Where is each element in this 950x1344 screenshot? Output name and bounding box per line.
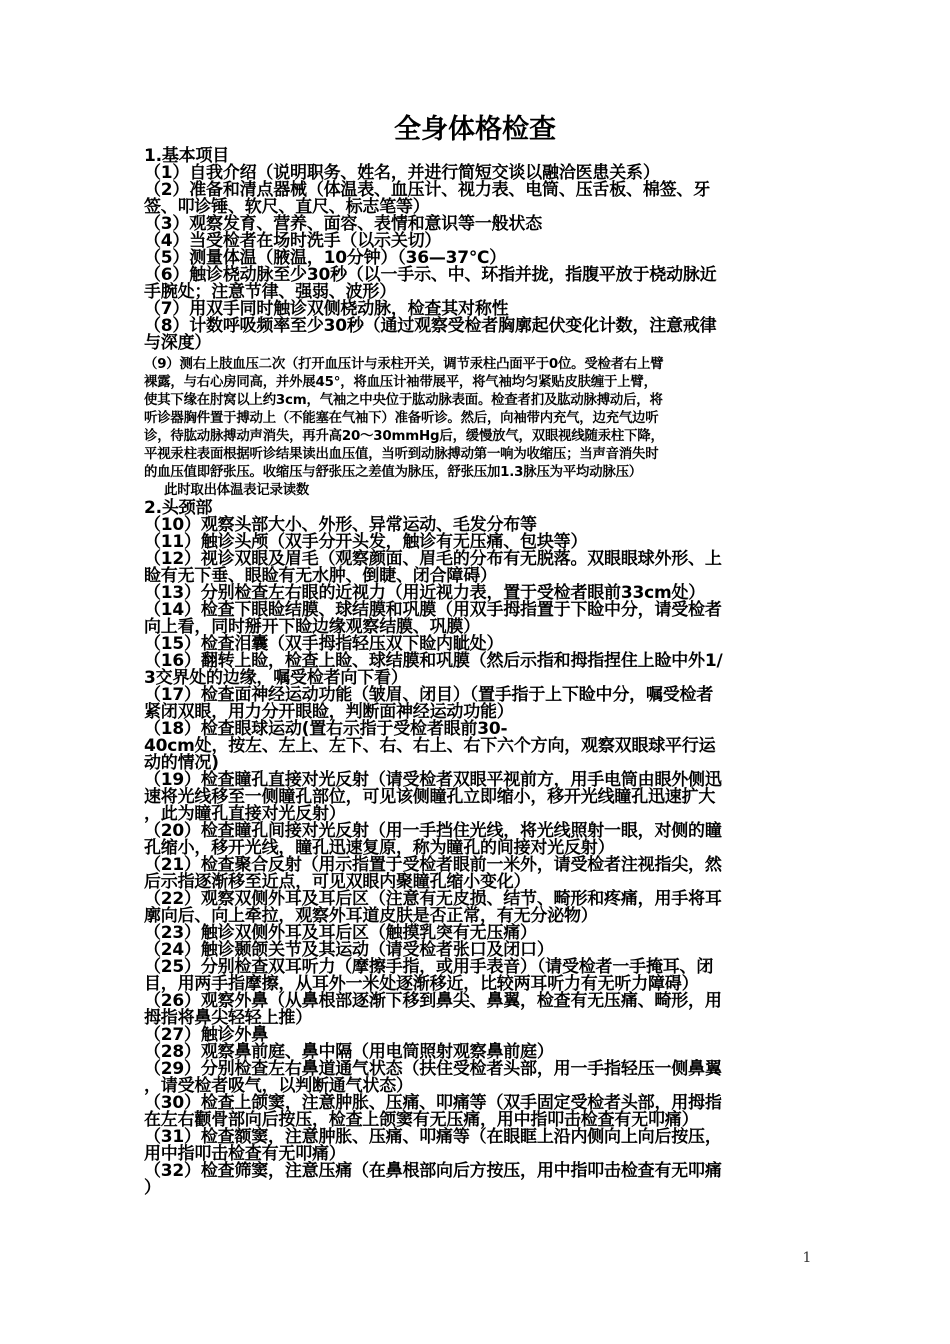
- list-item: （29）分别检查左右鼻道通气状态（扶住受检者头部，用一手指轻压一侧鼻翼 ，请受检者吸气，以判断通气状态）: [144, 1059, 722, 1096]
- list-item: （10）观察头部大小、外形、异常运动、毛发分布等: [144, 515, 537, 535]
- list-item: （15）检查泪囊（双手拇指轻压双下睑内眦处）: [144, 634, 504, 654]
- section-heading-head-neck: 2.头颈部: [144, 498, 213, 518]
- list-item: （27）触诊外鼻: [144, 1025, 269, 1045]
- list-item: （17）检查面神经运动功能（皱眉、闭目）（置手指于上下睑中分，嘱受检者 紧闭双眼，用力分开眼睑，判断面神经运动功能）: [144, 685, 714, 722]
- list-item: （5）测量体温（腋温，10分钟）（36—37℃）: [144, 248, 507, 268]
- list-item: （24）触诊颞颌关节及其运动（请受检者张口及闭口）: [144, 940, 554, 960]
- section-heading-basic: 1.基本项目: [144, 146, 230, 166]
- list-item: （2）准备和清点器械（体温表、血压计、视力表、电筒、压舌板、棉签、牙 签、叩诊锤、软尺、直尺、标志笔等）: [144, 180, 711, 217]
- section-head-neck-items: [144, 517, 808, 1197]
- list-item: （13）分别检查左右眼的近视力（用近视力表，置于受检者眼前33cm处）: [144, 583, 706, 603]
- list-item: （1）自我介绍（说明职务、姓名，并进行简短交谈以融洽医患关系）: [144, 163, 660, 183]
- list-item: （11）触诊头颅（双手分开头发，触诊有无压痛、包块等）: [144, 532, 588, 552]
- list-item: （30）检查上颌窦，注意肿胀、压痛、叩痛等（双手固定受检者头部，用拇指 在左右颧骨部向后按压，检查上颌窦有无压痛，用中指叩击检查有无叩痛）: [144, 1093, 722, 1130]
- page-number: 1: [802, 1250, 812, 1266]
- list-item: （18）检查眼球运动(置右示指于受检者眼前30- 40cm处，按左、左上、左下、右、右上、右下六个方向，观察双眼球平行运 动的情况): [144, 719, 716, 773]
- list-item: （22）观察双侧外耳及耳后区（注意有无皮损、结节、畸形和疼痛，用手将耳 廓向后、向上牵拉，观察外耳道皮肤是否正常，有无分泌物）: [144, 889, 722, 926]
- document-title: 全身体格检查: [394, 114, 556, 145]
- list-item: （28）观察鼻前庭、鼻中隔（用电筒照射观察鼻前庭）: [144, 1042, 554, 1062]
- list-item: （31）检查额窦，注意肿胀、压痛、叩痛等（在眼眶上沿内侧向上向后按压， 用中指叩击检查有无叩痛）: [144, 1127, 722, 1164]
- list-item: （16）翻转上睑，检查上睑、球结膜和巩膜（然后示指和拇指捏住上睑中外1/ 3交界处的边缘，嘱受检者向下看）: [144, 651, 723, 688]
- list-item: （6）触诊桡动脉至少30秒（以一手示、中、环指并拢，指腹平放于桡动脉近 手腕处；注意节律、强弱、波形）: [144, 265, 717, 302]
- list-item: （8）计数呼吸频率至少30秒（通过观察受检者胸廓起伏变化计数，注意戒律 与深度）: [144, 316, 717, 353]
- list-item: （21）检查聚合反射（用示指置于受检者眼前一米外，请受检者注视指尖，然 后示指逐渐移至近点，可见双眼内聚瞳孔缩小变化）: [144, 855, 722, 892]
- list-item: （3）观察发育、营养、面容、表情和意识等一般状态: [144, 214, 543, 234]
- list-item: （20）检查瞳孔间接对光反射（用一手挡住光线，将光线照射一眼，对侧的瞳 孔缩小，移开光线，瞳孔迅速复原，称为瞳孔的间接对光反射）: [144, 821, 722, 858]
- list-item: （23）触诊双侧外耳及耳后区（触摸乳突有无压痛）: [144, 923, 537, 943]
- list-item: （25）分别检查双耳听力（摩擦手指，或用手表音）（请受检者一手掩耳、闭 目，用两手指摩擦，从耳外一米处逐渐移近，比较两耳听力有无听力障碍）: [144, 957, 714, 994]
- section-basic-items: [144, 165, 808, 500]
- list-item: （7）用双手同时触诊双侧桡动脉，检查其对称性: [144, 299, 509, 319]
- list-item: （32）检查筛窦，注意压痛（在鼻根部向后方按压，用中指叩击检查有无叩痛 ）: [144, 1161, 722, 1198]
- list-item: （4）当受检者在场时洗手（以示关切）: [144, 231, 442, 251]
- list-item: （19）检查瞳孔直接对光反射（请受检者双眼平视前方，用手电筒由眼外侧迅 速将光线移至一侧瞳孔部位，可见该侧瞳孔立即缩小，移开光线瞳孔迅速扩大 ，此为瞳孔直接对光反射）: [144, 770, 722, 824]
- document-body: [144, 148, 808, 1197]
- list-item: （12）视诊双眼及眉毛（观察颜面、眉毛的分布有无脱落。双眼眼球外形、上 睑有无下垂、眼睑有无水肿、倒睫、闭合障碍）: [144, 549, 722, 586]
- note-thermometer: 此时取出体温表记录读数: [164, 483, 310, 498]
- list-item: （14）检查下眼睑结膜、球结膜和巩膜（用双手拇指置于下睑中分，请受检者 向上看，同时掰开下睑边缘观察结膜、巩膜）: [144, 600, 722, 637]
- list-item: （26）观察外鼻（从鼻根部逐渐下移到鼻尖、鼻翼，检查有无压痛、畸形，用 拇指将鼻尖轻轻上推）: [144, 991, 722, 1028]
- list-item-blood-pressure: （9）测右上肢血压二次（打开血压计与汞柱开关，调节汞柱凸面平于0位。受检者右上臂 裸露，与右心房同高，并外展45°，将血压计袖带展平，将气袖均匀紧贴皮肤缠于上臂， 使其下缘在肘窝以上约3cm，气袖之中央位于肱动脉表面。检查者扪及肱动脉搏动后，将 听诊器胸件置于搏动上（不能塞在气袖下）准备听诊。然后，向袖带内充气，边充气边听 诊，待肱动脉搏动声消失，再升高20～30mmHg后，缓慢放气，双眼视线随汞柱下降， 平视汞柱表面根据听诊结果读出血压值，当听到动脉搏动第一响为收缩压；当声音消失时 的血压值即舒张压。收缩压与舒张压之差值为脉压，舒张压加1.3脉压为平均动脉压）: [144, 357, 664, 480]
